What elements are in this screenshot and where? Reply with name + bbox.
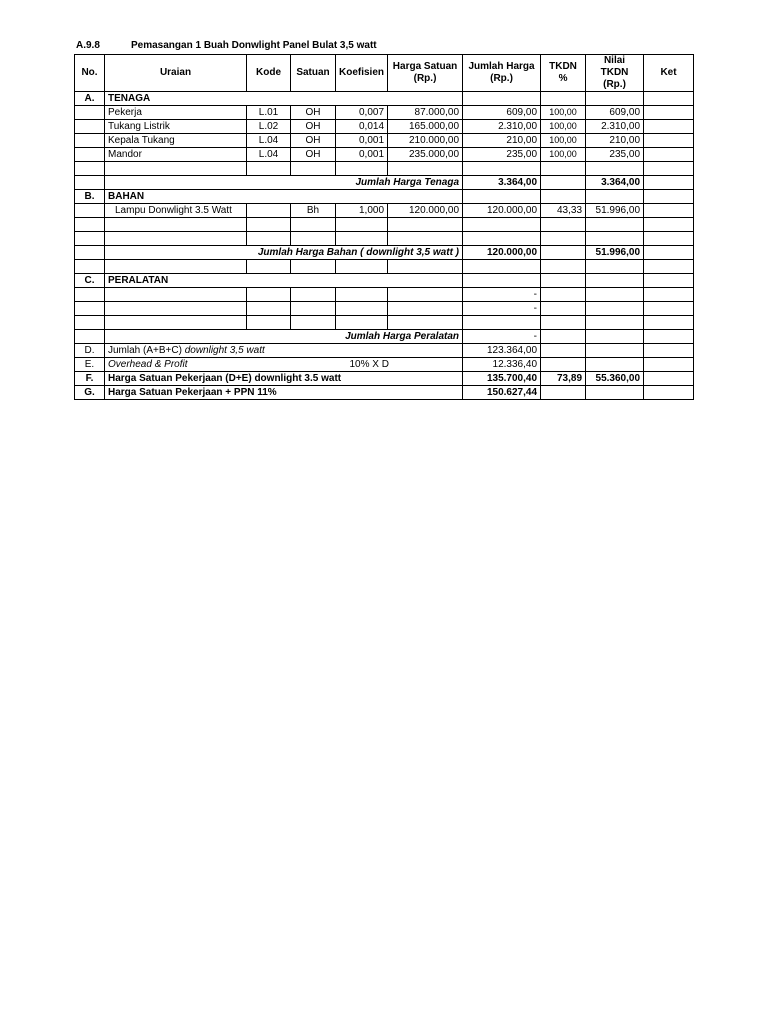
blank-row: [75, 162, 694, 176]
item-koefisien: 1,000: [336, 204, 388, 218]
item-uraian: Tukang Listrik: [105, 120, 247, 134]
item-jumlah: 120.000,00: [463, 204, 541, 218]
col-header-harga-satuan: Harga Satuan (Rp.): [388, 55, 463, 92]
col-header-ket: Ket: [644, 55, 694, 92]
table-header-row: [75, 55, 694, 92]
subtotal-jumlah: -: [463, 330, 541, 344]
item-jumlah: 2.310,00: [463, 120, 541, 134]
subtotal-label: Jumlah Harga Tenaga: [105, 176, 463, 190]
item-koefisien: 0,014: [336, 120, 388, 134]
summary-label: Harga Satuan Pekerjaan (D+E) downlight 3.5 watt: [105, 372, 463, 386]
item-koefisien: 0,007: [336, 106, 388, 120]
summary-value: 123.364,00: [463, 344, 541, 358]
subtotal-row-tenaga: [75, 176, 694, 190]
overhead-percent: 10% X D: [336, 358, 463, 372]
section-label: PERALATAN: [105, 274, 247, 288]
summary-value: 135.700,40: [463, 372, 541, 386]
item-tkdn: 100,00: [541, 106, 586, 120]
table-row: [75, 302, 694, 316]
section-title: Pemasangan 1 Buah Donwlight Panel Bulat 3,5 watt: [131, 40, 377, 51]
item-uraian: Kepala Tukang: [105, 134, 247, 148]
subtotal-label: Jumlah Harga Bahan ( downlight 3,5 watt ): [105, 246, 463, 260]
section-label: TENAGA: [105, 92, 247, 106]
item-jumlah: -: [463, 302, 541, 316]
item-harga-satuan: 120.000,00: [388, 204, 463, 218]
item-jumlah: 210,00: [463, 134, 541, 148]
subtotal-row-peralatan: [75, 330, 694, 344]
item-nilai-tkdn: 51.996,00: [586, 204, 644, 218]
subtotal-label: Jumlah Harga Peralatan: [105, 330, 463, 344]
table-row: [75, 106, 694, 120]
subtotal-jumlah: 120.000,00: [463, 246, 541, 260]
col-header-kode: Kode: [247, 55, 291, 92]
summary-value: 150.627,44: [463, 386, 541, 400]
summary-row-g: [75, 386, 694, 400]
table-row: [75, 204, 694, 218]
item-kode: L.02: [247, 120, 291, 134]
summary-row-d: [75, 344, 694, 358]
item-uraian: Pekerja: [105, 106, 247, 120]
item-kode: L.04: [247, 148, 291, 162]
item-harga-satuan: 210.000,00: [388, 134, 463, 148]
summary-no: G.: [75, 386, 105, 400]
item-tkdn: 43,33: [541, 204, 586, 218]
col-header-uraian: Uraian: [105, 55, 247, 92]
blank-row: [75, 260, 694, 274]
item-jumlah: 609,00: [463, 106, 541, 120]
summary-label: Harga Satuan Pekerjaan + PPN 11%: [105, 386, 463, 400]
item-nilai-tkdn: 210,00: [586, 134, 644, 148]
section-label: BAHAN: [105, 190, 247, 204]
summary-nilai-tkdn: 55.360,00: [586, 372, 644, 386]
section-no: A.: [75, 92, 105, 106]
section-row-tenaga: [75, 92, 694, 106]
col-header-no: No.: [75, 55, 105, 92]
item-jumlah: -: [463, 288, 541, 302]
summary-value: 12.336,40: [463, 358, 541, 372]
summary-no: D.: [75, 344, 105, 358]
subtotal-nilai-tkdn: 3.364,00: [586, 176, 644, 190]
price-analysis-table: [74, 54, 694, 400]
section-code: A.9.8: [76, 40, 100, 51]
item-uraian: Mandor: [105, 148, 247, 162]
summary-no: F.: [75, 372, 105, 386]
item-tkdn: 100,00: [541, 120, 586, 134]
item-tkdn: 100,00: [541, 148, 586, 162]
summary-tkdn: 73,89: [541, 372, 586, 386]
section-no: B.: [75, 190, 105, 204]
item-satuan: OH: [291, 120, 336, 134]
summary-label: Jumlah (A+B+C) downlight 3,5 watt: [105, 344, 463, 358]
item-harga-satuan: 165.000,00: [388, 120, 463, 134]
col-header-koefisien: Koefisien: [336, 55, 388, 92]
section-no: C.: [75, 274, 105, 288]
item-satuan: OH: [291, 134, 336, 148]
table-row: [75, 288, 694, 302]
blank-row: [75, 316, 694, 330]
table-row: [75, 120, 694, 134]
item-nilai-tkdn: 235,00: [586, 148, 644, 162]
item-jumlah: 235,00: [463, 148, 541, 162]
item-satuan: OH: [291, 148, 336, 162]
table-row: [75, 134, 694, 148]
section-row-peralatan: [75, 274, 694, 288]
subtotal-jumlah: 3.364,00: [463, 176, 541, 190]
blank-row: [75, 218, 694, 232]
subtotal-nilai-tkdn: 51.996,00: [586, 246, 644, 260]
item-tkdn: 100,00: [541, 134, 586, 148]
item-harga-satuan: 87.000,00: [388, 106, 463, 120]
item-satuan: OH: [291, 106, 336, 120]
item-kode: L.04: [247, 134, 291, 148]
summary-no: E.: [75, 358, 105, 372]
item-koefisien: 0,001: [336, 134, 388, 148]
summary-row-f: [75, 372, 694, 386]
item-uraian: Lampu Donwlight 3.5 Watt: [105, 204, 247, 218]
summary-row-e: [75, 358, 694, 372]
item-nilai-tkdn: 609,00: [586, 106, 644, 120]
item-harga-satuan: 235.000,00: [388, 148, 463, 162]
col-header-satuan: Satuan: [291, 55, 336, 92]
col-header-jumlah-harga: Jumlah Harga (Rp.): [463, 55, 541, 92]
blank-row: [75, 232, 694, 246]
section-row-bahan: [75, 190, 694, 204]
summary-label: Overhead & Profit: [105, 358, 336, 372]
item-nilai-tkdn: 2.310,00: [586, 120, 644, 134]
item-satuan: Bh: [291, 204, 336, 218]
col-header-nilai-tkdn: Nilai TKDN (Rp.): [586, 55, 644, 92]
item-koefisien: 0,001: [336, 148, 388, 162]
table-row: [75, 148, 694, 162]
col-header-tkdn: TKDN %: [541, 55, 586, 92]
item-kode: L.01: [247, 106, 291, 120]
item-kode: [247, 204, 291, 218]
subtotal-row-bahan: [75, 246, 694, 260]
